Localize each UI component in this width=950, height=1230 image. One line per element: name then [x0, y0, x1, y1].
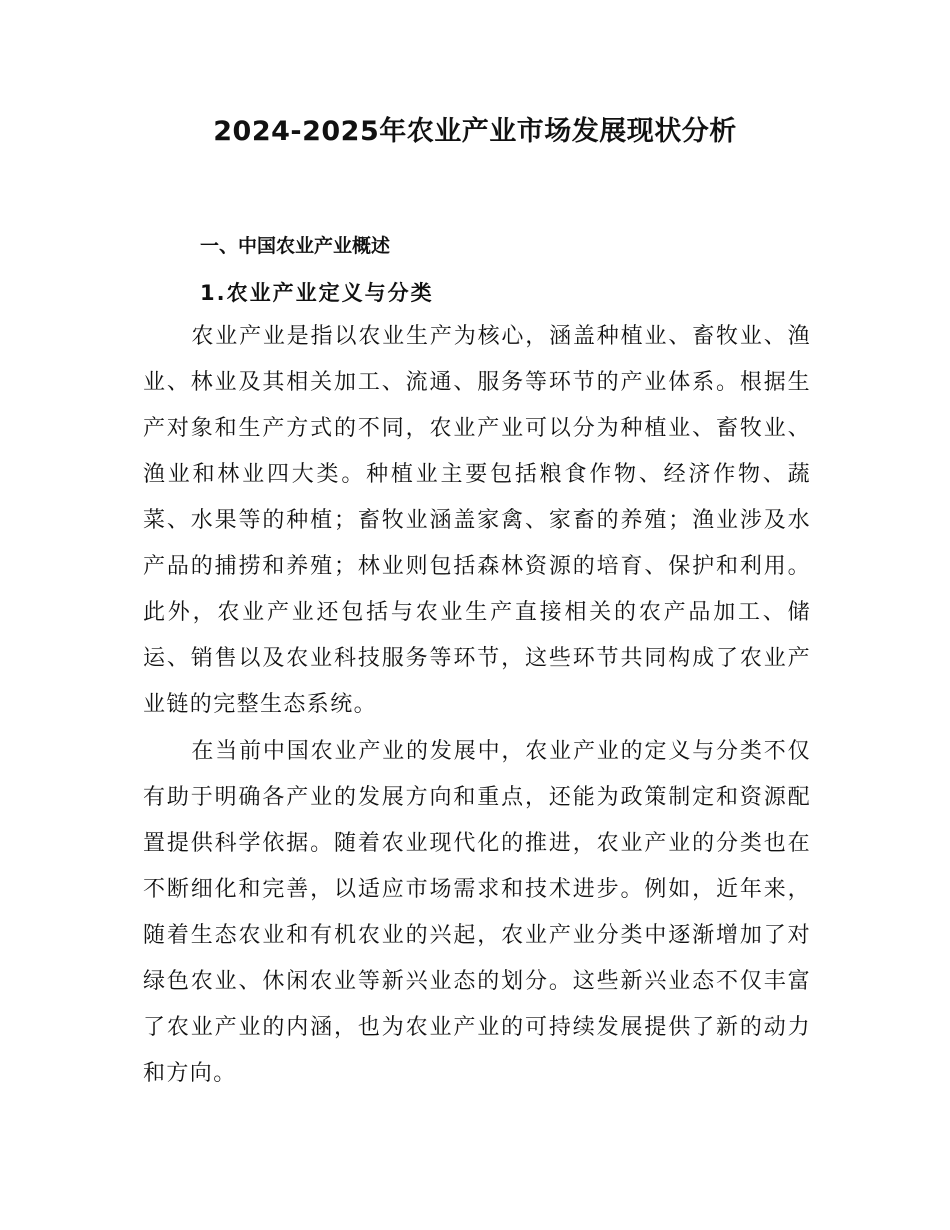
sub-heading: 1.农业产业定义与分类 [200, 281, 434, 305]
document-title: 2024-2025年农业产业市场发展现状分析 [213, 116, 737, 147]
body-paragraph-1: 农业产业是指以农业生产为核心，涵盖种植业、畜牧业、渔业、林业及其相关加工、流通、服务等环节的产业体系。根据生产对象和生产方式的不同，农业产业可以分为种植业、畜牧业、渔业和林业四大类。种植业主要包括粮食作物、经济作物、蔬菜、水果等的种植；畜牧业涵盖家禽、家畜的养殖；渔业涉及水产品的捕捞和养殖；林业则包括森林资源的培育、保护和利用。此外，农业产业还包括与农业生产直接相关的农产品加工、储运、销售以及农业科技服务等环节，这些环节共同构成了农业产业链的完整生态系统。 [143, 324, 811, 717]
section-heading: 一、中国农业产业概述 [200, 235, 391, 257]
body-paragraph-2: 在当前中国农业产业的发展中，农业产业的定义与分类不仅有助于明确各产业的发展方向和重点，还能为政策制定和资源配置提供科学依据。随着农业现代化的推进，农业产业的分类也在不断细化和完善，以适应市场需求和技术进步。例如，近年来，随着生态农业和有机农业的兴起，农业产业分类中逐渐增加了对绿色农业、休闲农业等新兴业态的划分。这些新兴业态不仅丰富了农业产业的内涵，也为农业产业的可持续发展提供了新的动力和方向。 [143, 739, 811, 1086]
